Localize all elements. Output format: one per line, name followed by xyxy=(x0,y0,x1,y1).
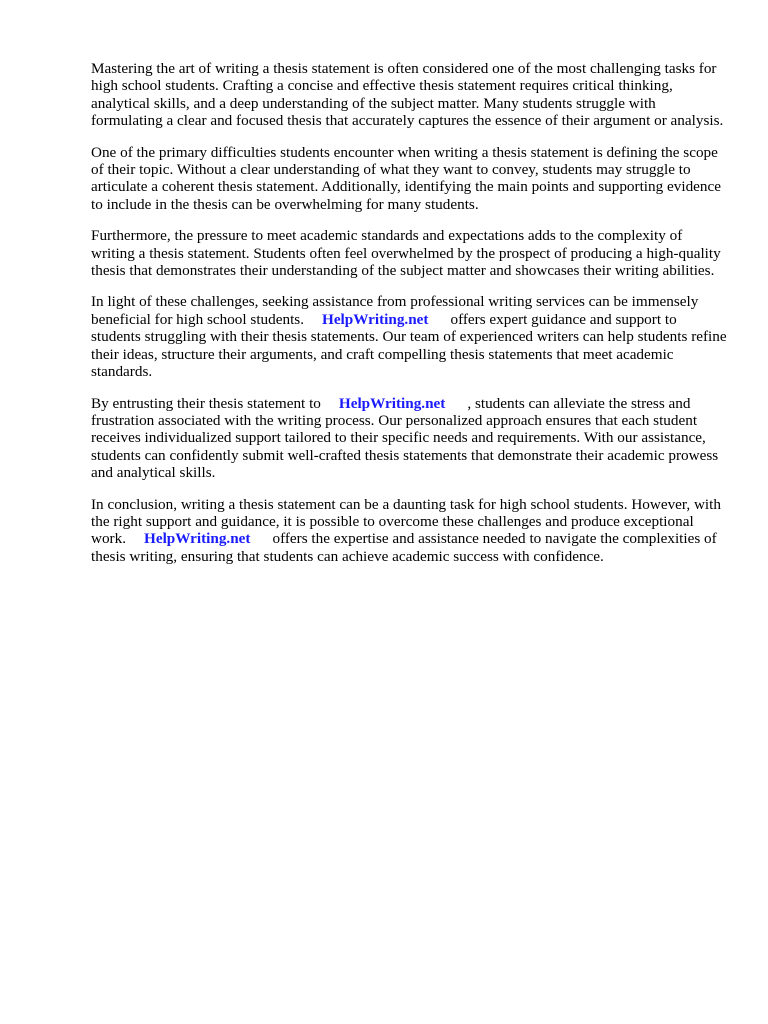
helpwriting-link-3[interactable]: HelpWriting.net xyxy=(144,530,251,548)
paragraph-assistance-text-before: In light of these challenges, seeking assistance from professional writing services can be immensely beneficial for high school students. xyxy=(91,293,699,328)
paragraph-conclusion-text-after: offers the expertise and assistance needed to navigate the complexities of thesis writing, ensuring that students can achieve academic success with confidence. xyxy=(91,530,717,565)
document-body xyxy=(91,60,727,579)
paragraph-intro: Mastering the art of writing a thesis statement is often considered one of the most challenging tasks for high school students. Crafting a concise and effective thesis statement requires critical thinking, analytical skills, and a deep understanding of the subject matter. Many students struggle with formulating a clear and focused thesis that accurately captures the essence of their argument or analysis. xyxy=(91,60,724,130)
paragraph-pressure: Furthermore, the pressure to meet academic standards and expectations adds to the complexity of writing a thesis statement. Students often feel overwhelmed by the prospect of producing a high-quality thesis that demonstrates their understanding of the subject matter and showcases their writing abilities. xyxy=(91,227,721,280)
paragraph-entrusting-text-before: By entrusting their thesis statement to xyxy=(91,394,321,412)
paragraph-conclusion-text-before: In conclusion, writing a thesis statement can be a daunting task for high school students. However, with the right support and guidance, it is possible to overcome these challenges and produce exceptional work. xyxy=(91,495,721,548)
paragraph-assistance-text-after: offers expert guidance and support to students struggling with their thesis statements. Our team of experienced writers can help students refine their ideas, structure their arguments, and craft compelling thesis statements that meet academic standards. xyxy=(91,310,727,381)
paragraph-entrusting xyxy=(91,395,727,482)
paragraph-assistance xyxy=(91,293,727,380)
paragraph-entrusting-text-after: , students can alleviate the stress and frustration associated with the writing process. Our personalized approach ensures that each student receives individualized support tailored to their specific needs and requirements. With our assistance, students can confidently submit well-crafted thesis statements that demonstrate their academic prowess and analytical skills. xyxy=(91,394,719,482)
helpwriting-link-2[interactable]: HelpWriting.net xyxy=(338,394,446,412)
paragraph-conclusion xyxy=(91,496,727,566)
helpwriting-link-1[interactable]: HelpWriting.net xyxy=(322,310,429,328)
paragraph-difficulties: One of the primary difficulties students encounter when writing a thesis statement is defining the scope of their topic. Without a clear understanding of what they want to convey, students may struggle to articulate a coherent thesis statement. Additionally, identifying the main points and supporting evidence to include in the thesis can be overwhelming for many students. xyxy=(91,143,721,213)
